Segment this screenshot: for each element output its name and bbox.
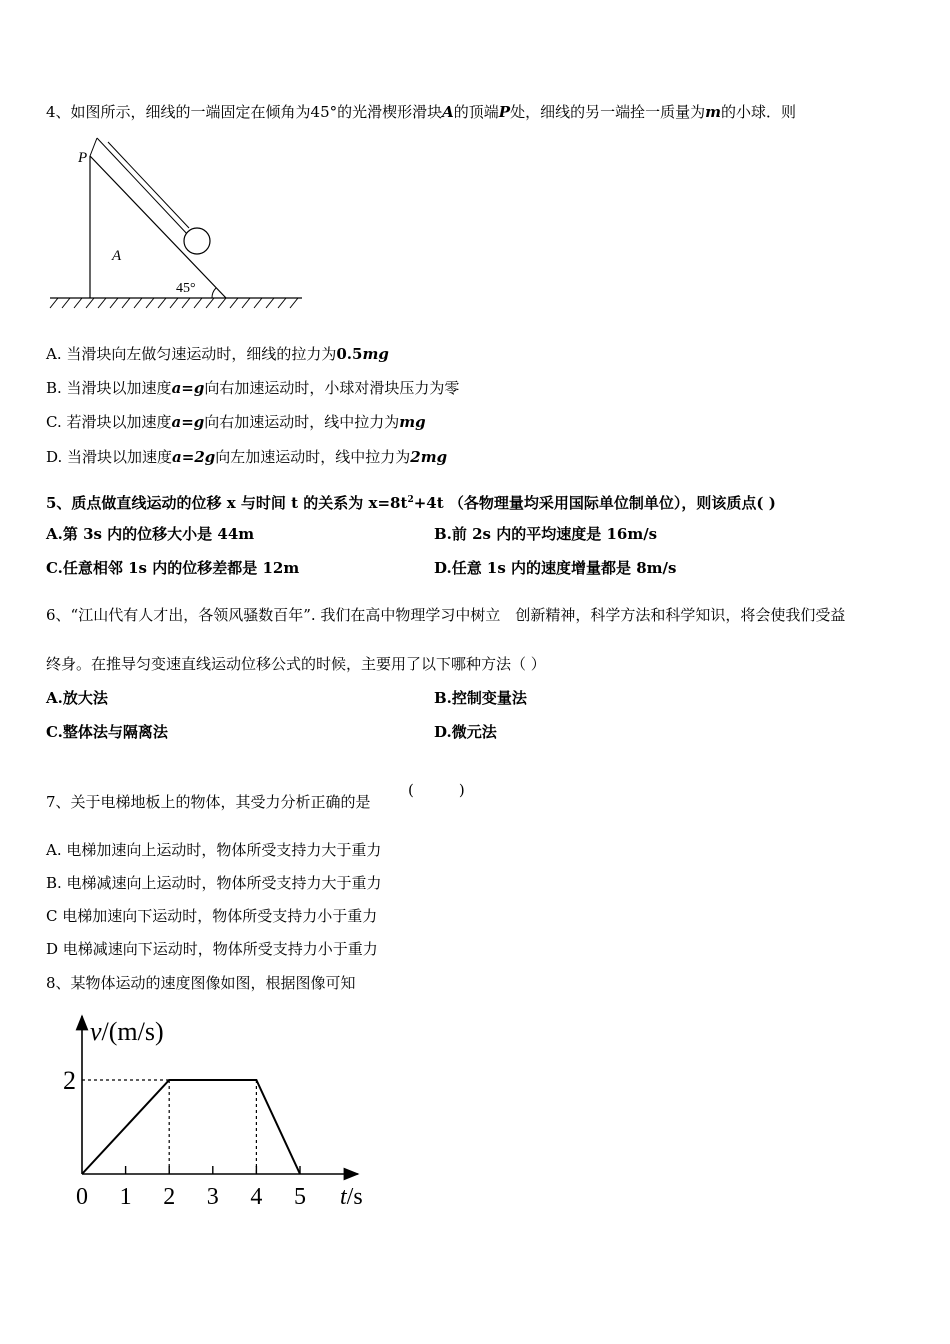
label-P: P xyxy=(78,150,88,166)
q5-option-d[interactable]: D.任意 1s 内的速度增量都是 8m/s xyxy=(434,559,677,577)
q7-option-c[interactable]: C 电梯加速向下运动时，物体所受支持力小于重力 xyxy=(46,907,378,925)
q7-option-d[interactable]: D 电梯减速向下运动时，物体所受支持力小于重力 xyxy=(46,940,378,958)
y-axis-label: v/(m/s) xyxy=(90,1017,164,1046)
q6-stem-line1: 6、“江山代有人才出，各领风骚数百年”. 我们在高中物理学习中树立 创新精神，科学方法和科学知识，将会使我们受益 xyxy=(46,606,846,624)
x-tick-label-3: 3 xyxy=(206,1184,219,1210)
q7-option-b[interactable]: B. 电梯减速向上运动时，物体所受支持力大于重力 xyxy=(46,874,382,892)
x-tick-label-1: 1 xyxy=(119,1184,132,1210)
q5-option-c[interactable]: C.任意相邻 1s 内的位移差都是 12m xyxy=(46,559,300,577)
q4-option-c[interactable]: C. 若滑块以加速度a=g向右加速运动时，线中拉力为mg xyxy=(46,413,426,431)
q6-option-d[interactable]: D.微元法 xyxy=(434,723,497,741)
y-tick-label-2: 2 xyxy=(63,1066,76,1095)
q4-option-d[interactable]: D. 当滑块以加速度a=2g向左加速运动时，线中拉力为2mg xyxy=(46,448,448,466)
q6-option-a[interactable]: A.放大法 xyxy=(46,689,108,707)
q6-option-c[interactable]: C.整体法与隔离法 xyxy=(46,723,168,741)
q5-stem: 5、质点做直线运动的位移 x 与时间 t 的关系为 $x=8t^2+4t$ （各物理量均采用国际单位制单位），则该质点( ) xyxy=(46,494,776,512)
velocity-time-chart xyxy=(46,1010,386,1220)
q6-option-b[interactable]: B.控制变量法 xyxy=(434,689,527,707)
wedge-slope xyxy=(90,156,226,298)
q8-stem: 8、某物体运动的速度图像如图，根据图像可知 xyxy=(46,974,356,992)
q7-stem: 7、关于电梯地板上的物体，其受力分析正确的是 xyxy=(46,793,371,811)
x-tick-label-5: 5 xyxy=(294,1184,306,1210)
x-tick-label-0: 0 xyxy=(76,1184,88,1210)
q4-option-a[interactable]: A. 当滑块向左做匀速运动时，细线的拉力为0.5mg xyxy=(46,345,389,363)
label-A: A xyxy=(112,248,122,264)
ball xyxy=(184,228,210,254)
label-angle: 45° xyxy=(176,281,196,296)
q5-option-b[interactable]: B.前 2s 内的平均速度是 16m/s xyxy=(434,525,658,543)
q7-option-a[interactable]: A. 电梯加速向上运动时，物体所受支持力大于重力 xyxy=(46,841,382,859)
q4-stem: 4、如图所示，细线的一端固定在倾角为45°的光滑楔形滑块A的顶端P处，细线的另一端拴一质量为m的小球．则 xyxy=(46,103,796,121)
wedge-figure xyxy=(46,132,306,312)
q7-answer-paren: ( ) xyxy=(408,781,465,799)
series-line xyxy=(82,1080,300,1174)
x-tick-label-2: 2 xyxy=(163,1184,176,1210)
q5-option-a[interactable]: A.第 3s 内的位移大小是 44m xyxy=(46,525,255,543)
q6-stem-line2: 终身。在推导匀变速直线运动位移公式的时候，主要用了以下哪种方法（ ） xyxy=(46,655,546,673)
x-axis-label: t/s xyxy=(340,1184,363,1210)
q4-option-b[interactable]: B. 当滑块以加速度a=g向右加速运动时，小球对滑块压力为零 xyxy=(46,379,460,397)
x-tick-label-4: 4 xyxy=(250,1184,263,1210)
